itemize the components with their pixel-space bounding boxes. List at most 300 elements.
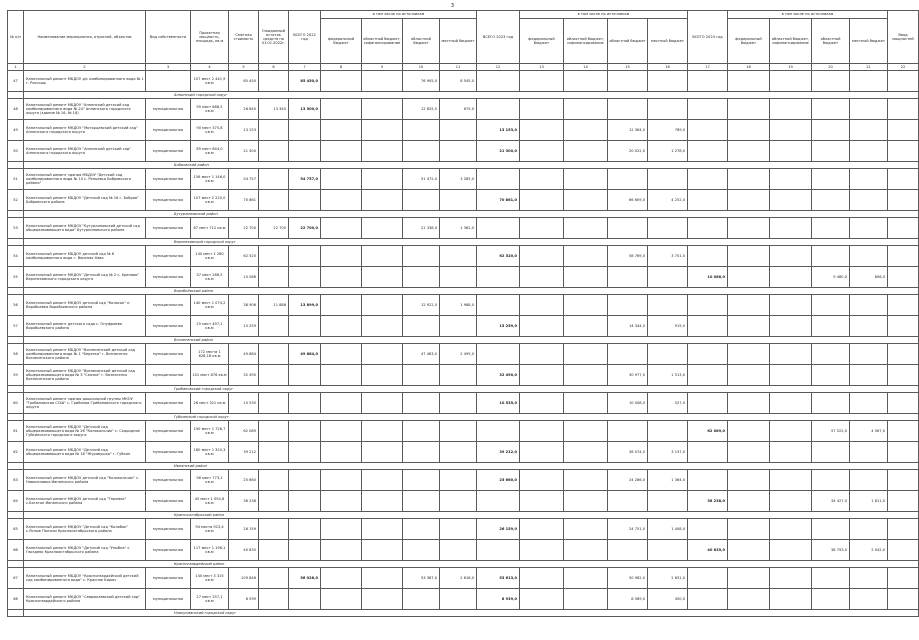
region-label: Бобровский район	[24, 162, 919, 169]
region-label: Верхнехавский городской округ	[24, 239, 919, 246]
source-amount	[648, 169, 688, 190]
year-total	[477, 540, 520, 561]
region-row	[8, 561, 919, 568]
source-amount	[564, 421, 608, 442]
source-amount	[648, 540, 688, 561]
source-amount: 1 278,0	[648, 141, 688, 162]
source-amount: 58 769,0	[608, 246, 648, 267]
column-number: 11	[440, 64, 477, 71]
source-amount	[440, 442, 477, 463]
ownership: муниципальная	[146, 99, 191, 120]
ownership: муниципальная	[146, 316, 191, 337]
source-amount	[520, 519, 564, 540]
source-amount	[608, 491, 648, 512]
source-amount	[321, 99, 362, 120]
source-amount	[770, 141, 812, 162]
ownership: муниципальная	[146, 421, 191, 442]
source-amount: 1 362,0	[440, 218, 477, 239]
source-amount	[362, 141, 403, 162]
source-amount: 4 567,0	[850, 421, 888, 442]
source-amount	[564, 71, 608, 92]
source-amount	[440, 365, 477, 386]
year-total: 25 660,0	[477, 470, 520, 491]
source-amount	[850, 519, 888, 540]
source-amount	[403, 540, 440, 561]
year-total	[477, 344, 520, 365]
source-amount: 527,0	[648, 393, 688, 414]
source-amount	[564, 344, 608, 365]
header-col-own: Вид собственности	[146, 11, 191, 64]
column-number: 15	[608, 64, 648, 71]
source-amount	[403, 442, 440, 463]
source-amount	[520, 246, 564, 267]
source-amount	[321, 295, 362, 316]
source-amount	[362, 190, 403, 211]
source-amount	[888, 491, 919, 512]
header-source-0: федеральный бюджет	[321, 19, 362, 64]
source-amount	[888, 246, 919, 267]
region-blank	[8, 288, 24, 295]
region-blank	[8, 610, 24, 617]
header-col-rem: Ожидаемый остаток средств на 01.01.2022г.	[259, 11, 289, 64]
header-source-10: областной бюджет	[812, 19, 850, 64]
row-number: 54	[8, 246, 24, 267]
table-row	[8, 568, 919, 589]
region-blank	[8, 414, 24, 421]
source-amount	[850, 218, 888, 239]
source-amount	[770, 169, 812, 190]
capacity: 96 мест 773,1 кв.м	[191, 470, 229, 491]
object-name: Капитальный ремонт МКДОУ детский сад "Теремок" с.Богатое Ивнянского района	[24, 491, 146, 512]
source-amount	[520, 470, 564, 491]
column-number: 7	[289, 64, 321, 71]
source-amount	[812, 568, 850, 589]
source-amount: 76 905,0	[403, 71, 440, 92]
year-total: 40 835,0	[688, 540, 728, 561]
expected-remainder	[259, 470, 289, 491]
source-amount	[728, 365, 770, 386]
source-amount	[520, 169, 564, 190]
row-number: 68	[8, 589, 24, 610]
capacity: 140 мест 3 315 кв.м	[191, 568, 229, 589]
year-total	[688, 316, 728, 337]
year-total	[289, 540, 321, 561]
source-amount	[850, 190, 888, 211]
year-total	[688, 519, 728, 540]
ownership	[146, 71, 191, 92]
capacity: 140 мест 1 074,2 кв.м	[191, 295, 229, 316]
source-amount	[812, 519, 850, 540]
source-amount	[321, 267, 362, 288]
source-amount: 14 344,0	[608, 316, 648, 337]
source-amount	[362, 470, 403, 491]
region-blank	[8, 561, 24, 568]
source-amount	[728, 99, 770, 120]
row-number: 55	[8, 267, 24, 288]
row-number: 47	[8, 71, 24, 92]
source-amount	[812, 589, 850, 610]
source-amount: 2 495,0	[440, 344, 477, 365]
source-amount	[608, 295, 648, 316]
source-amount: 30 977,0	[608, 365, 648, 386]
source-amount	[770, 365, 812, 386]
expected-remainder	[259, 421, 289, 442]
column-number: 22	[888, 64, 919, 71]
source-amount	[440, 246, 477, 267]
source-amount	[362, 519, 403, 540]
source-amount	[321, 442, 362, 463]
header-source-2: областной бюджет	[403, 19, 440, 64]
estimated-cost: 32 490	[229, 365, 259, 386]
source-amount	[728, 246, 770, 267]
expected-remainder	[259, 589, 289, 610]
source-amount	[888, 344, 919, 365]
source-amount	[850, 344, 888, 365]
expected-remainder	[259, 491, 289, 512]
year-total	[289, 316, 321, 337]
source-amount	[770, 540, 812, 561]
capacity: 95 мест 688,5 кв.м	[191, 99, 229, 120]
year-total: 15 259,0	[477, 316, 520, 337]
source-amount	[888, 442, 919, 463]
source-amount: 1 408,0	[648, 519, 688, 540]
year-total: 10 535,0	[477, 393, 520, 414]
source-amount	[520, 491, 564, 512]
source-amount	[770, 519, 812, 540]
source-amount	[888, 540, 919, 561]
table-row	[8, 190, 919, 211]
object-name: Капитальный ремонт МБДОУ "Вознесенский детский сад комбинированного вида № 1 "Березка" г. Вознесенск Вознесенского района	[24, 344, 146, 365]
source-amount	[850, 295, 888, 316]
source-amount	[888, 169, 919, 190]
source-amount	[564, 99, 608, 120]
year-total: 32 490,0	[477, 365, 520, 386]
source-amount	[520, 393, 564, 414]
source-amount	[608, 267, 648, 288]
capacity: 26 мест 321 кв.м	[191, 393, 229, 414]
estimated-cost: 49 884	[229, 344, 259, 365]
expected-remainder	[259, 71, 289, 92]
investment-table	[7, 10, 919, 617]
ownership: муниципальная	[146, 246, 191, 267]
source-amount	[888, 71, 919, 92]
source-amount	[362, 491, 403, 512]
table-row	[8, 540, 919, 561]
estimated-cost: 25 660	[229, 470, 259, 491]
source-amount	[770, 442, 812, 463]
source-amount	[403, 421, 440, 442]
year-total	[688, 295, 728, 316]
source-amount	[440, 267, 477, 288]
source-amount: 38 793,0	[812, 540, 850, 561]
source-amount	[403, 365, 440, 386]
table-row	[8, 589, 919, 610]
source-amount	[564, 442, 608, 463]
region-row	[8, 337, 919, 344]
ownership: муниципальная	[146, 120, 191, 141]
source-amount	[770, 71, 812, 92]
year-total	[477, 218, 520, 239]
header-source-1: областной бюджет, софинансирование	[362, 19, 403, 64]
source-amount: 66 609,0	[608, 190, 648, 211]
year-total	[289, 491, 321, 512]
estimated-cost: 8 939	[229, 589, 259, 610]
source-amount: 8 589,0	[608, 589, 648, 610]
source-amount	[321, 491, 362, 512]
source-amount	[850, 365, 888, 386]
column-number: 4	[191, 64, 229, 71]
source-amount	[812, 295, 850, 316]
row-number: 62	[8, 442, 24, 463]
ownership: муниципальная	[146, 491, 191, 512]
source-amount	[362, 316, 403, 337]
object-name: Капитальный ремонт МКДОУ "Моторцевский детский сад" Аннинского городского округа	[24, 120, 146, 141]
source-amount	[812, 442, 850, 463]
source-amount	[728, 442, 770, 463]
source-amount	[648, 421, 688, 442]
capacity: 117 мест 1 196,1 кв.м	[191, 540, 229, 561]
source-amount	[362, 246, 403, 267]
year-total	[688, 589, 728, 610]
estimated-cost: 70 861	[229, 190, 259, 211]
column-number: 6	[259, 64, 289, 71]
ownership: муниципальная	[146, 442, 191, 463]
region-blank	[8, 386, 24, 393]
row-number: 64	[8, 491, 24, 512]
source-amount	[403, 316, 440, 337]
source-amount: 2 042,0	[850, 540, 888, 561]
estimated-cost: 22 700	[229, 218, 259, 239]
source-amount	[770, 491, 812, 512]
source-amount	[564, 218, 608, 239]
expected-remainder	[259, 246, 289, 267]
source-amount	[564, 470, 608, 491]
source-amount	[362, 218, 403, 239]
source-amount: 36 074,0	[608, 442, 648, 463]
source-amount	[440, 519, 477, 540]
source-amount	[440, 491, 477, 512]
year-total: 53 613,0	[477, 568, 520, 589]
source-amount	[850, 568, 888, 589]
source-amount	[564, 491, 608, 512]
row-number: 65	[8, 519, 24, 540]
capacity: 67 мест 712 кв.м	[191, 218, 229, 239]
header-source-7: местный бюджет	[648, 19, 688, 64]
object-name: Капитальный ремонт МКДОУ "Детский сад № 2 с. Хреново" Верхнехавского городского округа	[24, 267, 146, 288]
region-label: Грибановский городской округ	[24, 386, 919, 393]
source-amount	[850, 442, 888, 463]
source-amount	[608, 344, 648, 365]
source-amount: 20 022,0	[608, 141, 648, 162]
column-number: 12	[477, 64, 520, 71]
expected-remainder: 22 700	[259, 218, 289, 239]
ownership: муниципальная	[146, 218, 191, 239]
capacity: 190 мест 1 728,7 кв.м	[191, 421, 229, 442]
row-number: 61	[8, 421, 24, 442]
source-amount	[850, 141, 888, 162]
source-amount	[888, 218, 919, 239]
source-amount	[770, 190, 812, 211]
source-amount	[440, 316, 477, 337]
expected-remainder: 11 886	[259, 295, 289, 316]
year-total: 85 450,0	[289, 71, 321, 92]
year-total: 49 884,0	[289, 344, 321, 365]
year-total	[289, 442, 321, 463]
table-row	[8, 120, 919, 141]
table-row	[8, 519, 919, 540]
object-name: Капитальный ремонт МКДОУ "Севрюкаевский детский сад" Красногвардейского района	[24, 589, 146, 610]
source-amount	[608, 71, 648, 92]
object-name: Капитальный ремонт МКДОУ "Детский сад "Колобок" с.Ясные Поляны Краснооктябрьского района	[24, 519, 146, 540]
source-amount	[564, 519, 608, 540]
source-amount	[520, 71, 564, 92]
year-total: 36 238,0	[688, 491, 728, 512]
source-amount: 8 545,0	[440, 71, 477, 92]
source-amount	[362, 365, 403, 386]
estimated-cost: 15 259	[229, 316, 259, 337]
row-number: 48	[8, 99, 24, 120]
column-number: 13	[520, 64, 564, 71]
source-amount	[888, 519, 919, 540]
source-amount	[850, 246, 888, 267]
source-amount	[321, 316, 362, 337]
expected-remainder	[259, 344, 289, 365]
source-amount	[520, 589, 564, 610]
source-amount	[770, 267, 812, 288]
source-amount	[520, 141, 564, 162]
object-name: Капитальный ремонт МКДОУ "Детский сад "Улыбка" с. Гвоздево Краснооктябрьского района	[24, 540, 146, 561]
source-amount	[770, 344, 812, 365]
source-amount	[362, 99, 403, 120]
year-total	[688, 442, 728, 463]
column-number: 8	[321, 64, 362, 71]
estimated-cost: 62 089	[229, 421, 259, 442]
source-amount	[728, 519, 770, 540]
source-amount	[770, 393, 812, 414]
ownership: муниципальная	[146, 169, 191, 190]
source-amount	[648, 71, 688, 92]
source-amount: 24 286,0	[608, 470, 648, 491]
expected-remainder: 13 340	[259, 99, 289, 120]
source-amount	[608, 540, 648, 561]
source-amount	[728, 71, 770, 92]
source-amount	[564, 120, 608, 141]
region-row	[8, 463, 919, 470]
year-total	[688, 190, 728, 211]
header-source-3: местный бюджет	[440, 19, 477, 64]
row-number: 57	[8, 316, 24, 337]
source-amount	[321, 246, 362, 267]
year-total: 26 159,0	[477, 519, 520, 540]
source-amount	[564, 246, 608, 267]
header-col-year: Ввод мощностей	[888, 11, 919, 64]
column-number: 3	[146, 64, 191, 71]
source-amount	[728, 344, 770, 365]
source-amount	[403, 491, 440, 512]
source-amount: 24 751,0	[608, 519, 648, 540]
source-amount	[520, 442, 564, 463]
year-total	[688, 218, 728, 239]
expected-remainder	[259, 267, 289, 288]
year-total	[289, 120, 321, 141]
header-total-2023: ВСЕГО 2023 год	[477, 11, 520, 64]
object-name: Капитальный ремонт МКДОУ "Аннинский детский сад" Аннинского городского округа	[24, 141, 146, 162]
source-amount	[520, 267, 564, 288]
object-name: Капитальный ремонт МКДОУ детский сад "Колосок" п. Воробьевка Воробьевского района	[24, 295, 146, 316]
estimated-cost: 54 757	[229, 169, 259, 190]
source-amount	[812, 246, 850, 267]
region-blank	[8, 463, 24, 470]
source-amount: 1 364,0	[648, 470, 688, 491]
source-amount	[812, 71, 850, 92]
source-amount	[362, 568, 403, 589]
source-amount	[321, 169, 362, 190]
year-total	[477, 421, 520, 442]
header-source-5: областной бюджет, софинансирование	[564, 19, 608, 64]
source-amount	[520, 568, 564, 589]
ownership: муниципальная	[146, 568, 191, 589]
year-total	[477, 491, 520, 512]
object-name: Капитальный ремонт МБДОУ "Детский сад общеразвивающего вида № 16 "Журавушка" г. Губкин	[24, 442, 146, 463]
expected-remainder	[259, 393, 289, 414]
expected-remainder	[259, 365, 289, 386]
source-amount	[564, 540, 608, 561]
source-amount	[321, 540, 362, 561]
table-row	[8, 393, 919, 414]
year-total: 70 861,0	[477, 190, 520, 211]
header-col-est: Сметная стоимость	[229, 11, 259, 64]
source-amount: 915,0	[648, 316, 688, 337]
source-amount	[440, 393, 477, 414]
table-row	[8, 421, 919, 442]
row-number: 63	[8, 470, 24, 491]
year-total	[477, 169, 520, 190]
expected-remainder	[259, 540, 289, 561]
source-amount	[362, 540, 403, 561]
source-amount: 12 364,0	[608, 120, 648, 141]
year-total	[688, 99, 728, 120]
table-row	[8, 99, 919, 120]
row-number: 66	[8, 540, 24, 561]
estimated-cost: 36 238	[229, 491, 259, 512]
column-number: 5	[229, 64, 259, 71]
source-amount	[888, 295, 919, 316]
source-amount	[362, 589, 403, 610]
source-amount	[440, 120, 477, 141]
region-label: Воробьёвский район	[24, 288, 919, 295]
source-amount	[728, 421, 770, 442]
source-amount	[770, 421, 812, 442]
expected-remainder	[259, 568, 289, 589]
source-amount	[648, 491, 688, 512]
ownership: муниципальная	[146, 519, 191, 540]
region-blank	[8, 512, 24, 519]
table-row	[8, 71, 919, 92]
source-amount	[812, 393, 850, 414]
source-amount	[850, 316, 888, 337]
source-amount	[812, 218, 850, 239]
source-amount	[608, 421, 648, 442]
source-amount	[850, 589, 888, 610]
source-amount: 3 751,0	[648, 246, 688, 267]
region-row	[8, 386, 919, 393]
source-amount	[728, 169, 770, 190]
source-amount: 9 480,0	[812, 267, 850, 288]
header-source-8: федеральный бюджет	[728, 19, 770, 64]
source-amount	[812, 344, 850, 365]
year-total: 54 757,0	[289, 169, 321, 190]
source-amount: 4 252,0	[648, 190, 688, 211]
